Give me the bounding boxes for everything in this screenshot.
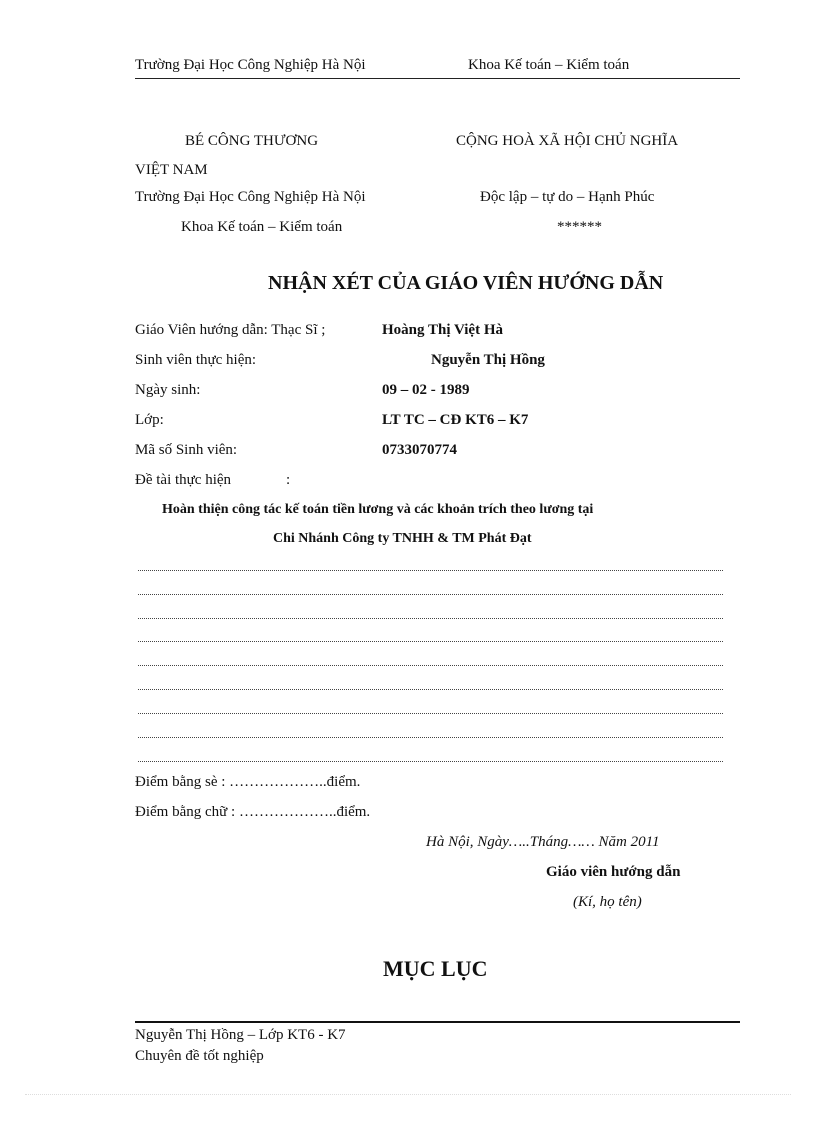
signature-role: Giáo viên hướng dẫn xyxy=(546,864,681,880)
comment-line xyxy=(138,641,723,642)
comment-line xyxy=(138,618,723,619)
field-label-birthdate: Ngày sinh: xyxy=(135,382,201,398)
comment-line xyxy=(138,665,723,666)
page-bottom-border xyxy=(25,1094,791,1095)
comment-line xyxy=(138,594,723,595)
field-label-topic: Đề tài thực hiện xyxy=(135,472,232,488)
footer-rule xyxy=(135,1021,740,1023)
ministry-name: BÉ CÔNG THƯƠNG xyxy=(185,133,319,149)
page-title: NHẬN XÉT CỦA GIÁO VIÊN HƯỚNG DẪN xyxy=(268,272,664,294)
footer-doc-type: Chuyên đề tốt nghiệp xyxy=(135,1048,264,1064)
topic-line-1: Hoàn thiện công tác kế toán tiền lương và các khoản trích theo lương tại xyxy=(162,502,594,517)
signature-note: (Kí, họ tên) xyxy=(573,894,642,910)
comment-line xyxy=(138,737,723,738)
field-value-student: Nguyễn Thị Hồng xyxy=(431,352,545,368)
republic-name-line2: VIỆT NAM xyxy=(135,162,208,178)
field-label-student: Sinh viên thực hiện: xyxy=(135,352,257,368)
header-rule xyxy=(135,78,740,79)
score-by-number: Điểm bằng sè : ………………..điểm. xyxy=(135,774,361,790)
comment-line xyxy=(138,689,723,690)
field-value-student-id: 0733070774 xyxy=(382,442,457,458)
field-value-advisor: Hoàng Thị Việt Hà xyxy=(382,322,503,338)
score-by-words: Điểm bằng chữ : ………………..điểm. xyxy=(135,804,371,820)
field-label-advisor: Giáo Viên hướng dẫn: Thạc Sĩ ; xyxy=(135,322,326,338)
header-school: Trường Đại Học Công Nghiệp Hà Nội xyxy=(135,57,366,73)
field-value-topic-colon: : xyxy=(286,472,291,488)
national-motto: Độc lập – tự do – Hạnh Phúc xyxy=(480,189,655,205)
field-label-class: Lớp: xyxy=(135,412,164,428)
comment-line xyxy=(138,570,723,571)
field-value-class: LT TC – CĐ KT6 – K7 xyxy=(382,412,529,428)
stars-divider: ****** xyxy=(557,219,602,235)
toc-title: MỤC LỤC xyxy=(383,956,488,981)
place-date: Hà Nội, Ngày…..Tháng…… Năm 2011 xyxy=(426,834,660,850)
republic-name-line1: CỘNG HOÀ XÃ HỘI CHỦ NGHĨA xyxy=(456,133,679,149)
footer-author: Nguyễn Thị Hồng – Lớp KT6 - K7 xyxy=(135,1027,346,1043)
comment-line xyxy=(138,713,723,714)
letterhead-school: Trường Đại Học Công Nghiệp Hà Nội xyxy=(135,189,366,205)
topic-line-2: Chi Nhánh Công ty TNHH & TM Phát Đạt xyxy=(273,531,532,546)
letterhead-faculty: Khoa Kế toán – Kiểm toán xyxy=(181,219,343,235)
field-label-student-id: Mã số Sinh viên: xyxy=(135,442,238,458)
header-faculty: Khoa Kế toán – Kiểm toán xyxy=(468,57,630,73)
comment-line xyxy=(138,761,723,762)
field-value-birthdate: 09 – 02 - 1989 xyxy=(382,382,470,398)
